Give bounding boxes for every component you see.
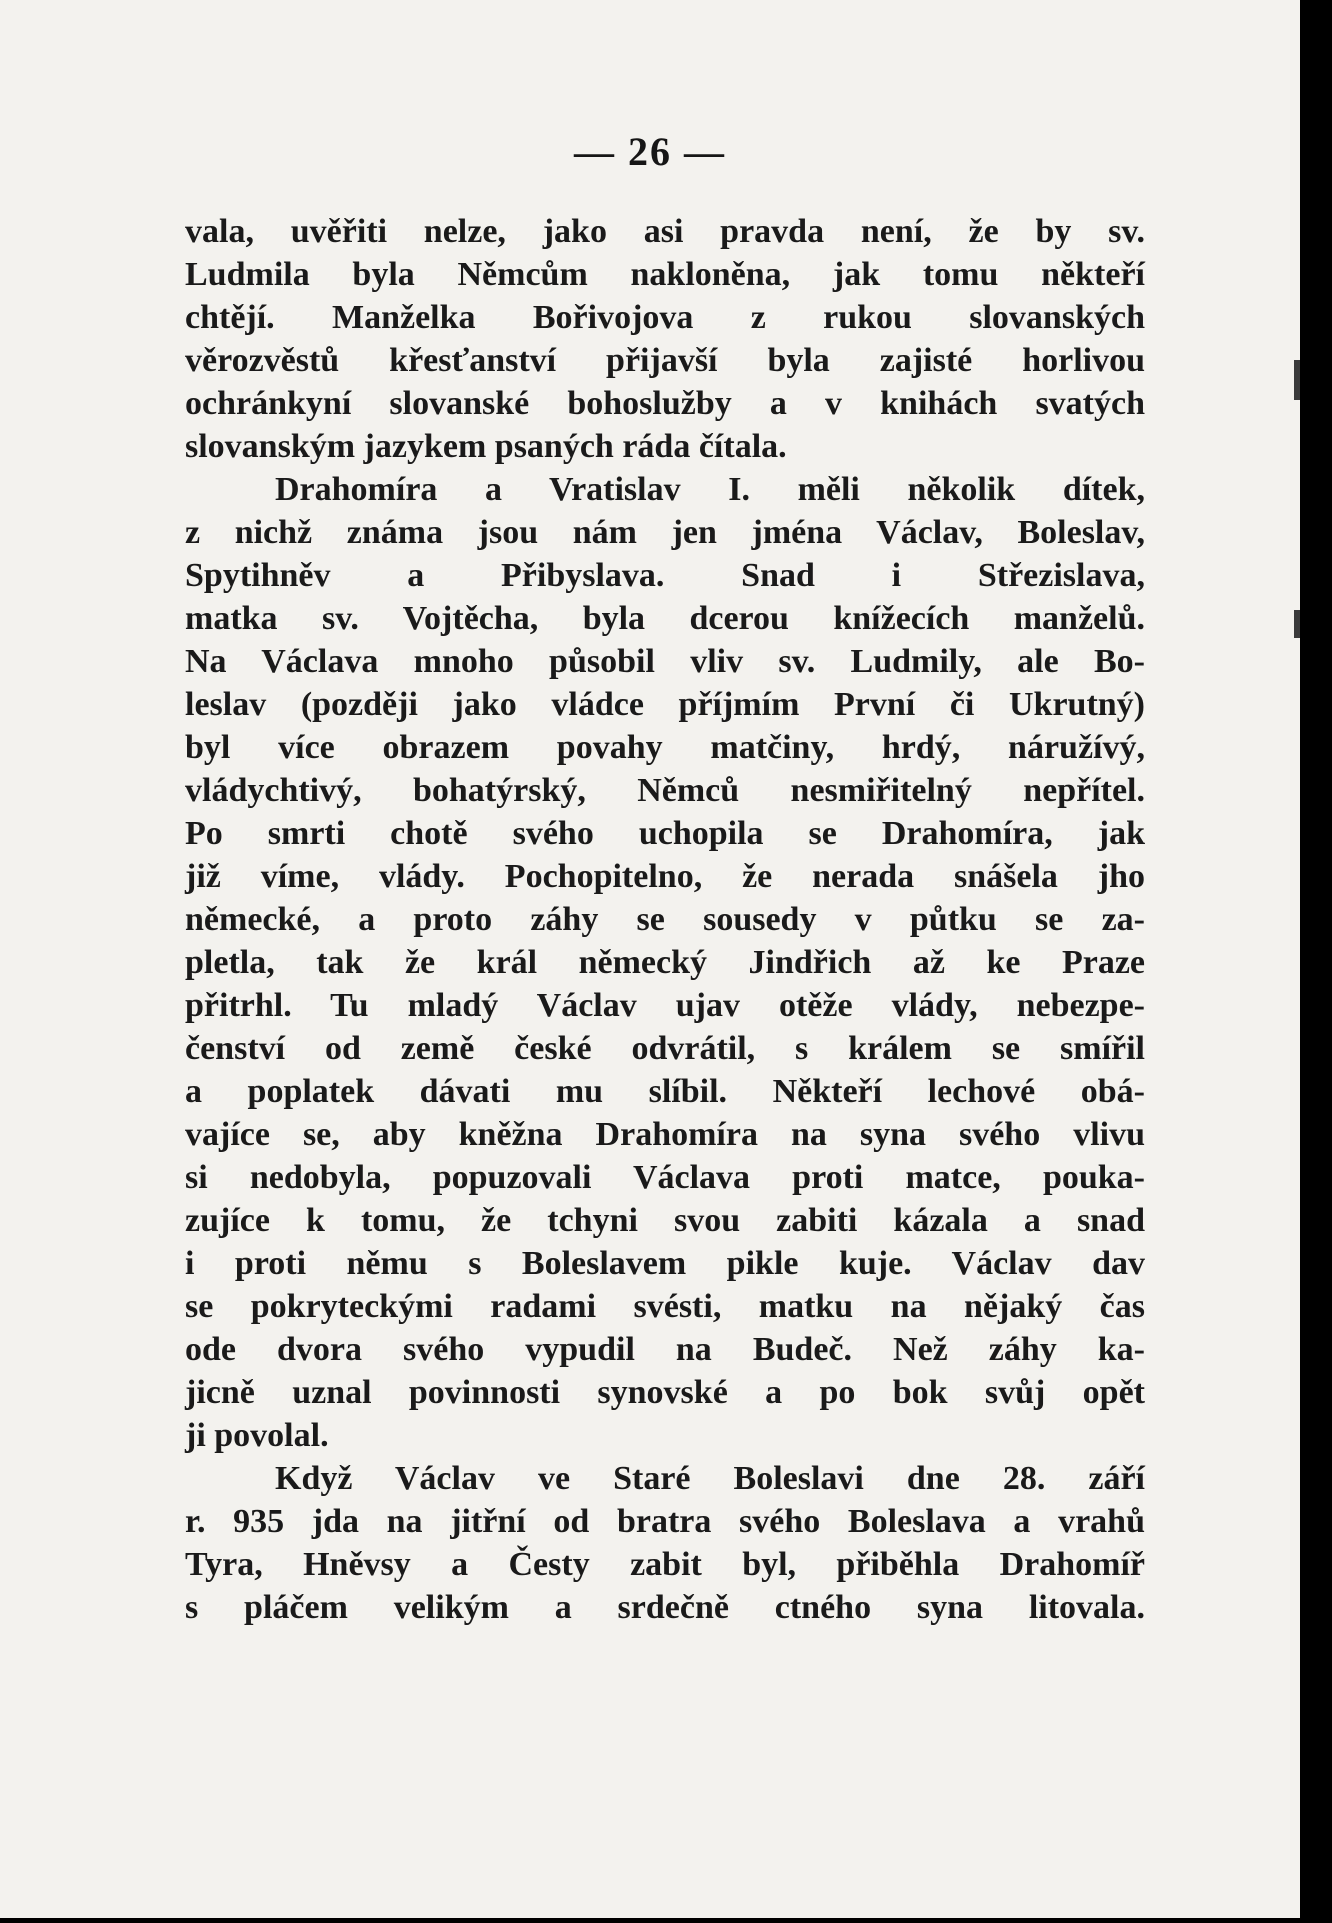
text-line: i proti němu s Boleslavem pikle kuje. Václav dav [185, 1245, 1145, 1282]
text-line: Po smrti chotě svého uchopila se Drahomíra, jak [185, 815, 1145, 852]
text-line: si nedobyla, popuzovali Václava proti matce, pouka- [185, 1159, 1145, 1196]
text-line: vládychtivý, bohatýrský, Němců nesmiřitelný nepřítel. [185, 772, 1145, 809]
page-number: — 26 — [574, 129, 726, 174]
text-line: z nichž známa jsou nám jen jména Václav, Boleslav, [185, 514, 1145, 551]
text-line: ji povolal. [185, 1417, 329, 1454]
text-line: jicně uznal povinnosti synovské a po bok svůj opět [185, 1374, 1145, 1411]
text-line: Spytihněv a Přibyslava. Snad i Střezislava, [185, 557, 1145, 594]
text-line: přitrhl. Tu mladý Václav ujav otěže vlády, nebezpe- [185, 987, 1145, 1024]
text-line: ochránkyní slovanské bohoslužby a v knihách svatých [185, 385, 1145, 422]
text-line: leslav (později jako vládce příjmím První či Ukrutný) [185, 686, 1145, 723]
text-line: již víme, vlády. Pochopitelno, že nerada snášela jho [185, 858, 1145, 895]
text-line: ode dvora svého vypudil na Budeč. Než záhy ka- [185, 1331, 1145, 1368]
body-text [185, 210, 1145, 1629]
text-line: pletla, tak že král německý Jindřich až ke Praze [185, 944, 1145, 981]
scan-edge-mark [1294, 360, 1300, 400]
text-line: Na Václava mnoho působil vliv sv. Ludmily, ale Bo- [185, 643, 1145, 680]
text-line: čenství od země české odvrátil, s králem se smířil [185, 1030, 1145, 1067]
text-line: vala, uvěřiti nelze, jako asi pravda není, že by sv. [185, 213, 1145, 250]
text-line: chtějí. Manželka Bořivojova z rukou slovanských [185, 299, 1145, 336]
text-line: vajíce se, aby kněžna Drahomíra na syna svého vlivu [185, 1116, 1145, 1153]
text-line: Drahomíra a Vratislav I. měli několik dítek, [275, 471, 1145, 508]
text-line: r. 935 jda na jitřní od bratra svého Boleslava a vrahů [185, 1503, 1145, 1540]
text-line: s pláčem velikým a srdečně ctného syna litovala. [185, 1589, 1145, 1626]
text-line: Když Václav ve Staré Boleslavi dne 28. září [275, 1460, 1145, 1497]
scan-edge-mark [1294, 610, 1300, 638]
text-line: věrozvěstů křesťanství přijavší byla zajisté horlivou [185, 342, 1145, 379]
text-line: zujíce k tomu, že tchyni svou zabiti kázala a snad [185, 1202, 1145, 1239]
text-line: německé, a proto záhy se sousedy v půtku se za- [185, 901, 1145, 938]
text-line: Tyra, Hněvsy a Česty zabit byl, přiběhla Drahomíř [185, 1546, 1145, 1583]
text-line: matka sv. Vojtěcha, byla dcerou knížecích manželů. [185, 600, 1145, 637]
text-line: slovanským jazykem psaných ráda čítala. [185, 428, 787, 465]
text-line: Ludmila byla Němcům nakloněna, jak tomu někteří [185, 256, 1145, 293]
text-line: byl více obrazem povahy matčiny, hrdý, náružívý, [185, 729, 1145, 766]
text-line: se pokryteckými radami svésti, matku na nějaký čas [185, 1288, 1145, 1325]
text-line: a poplatek dávati mu slíbil. Někteří lechové obá- [185, 1073, 1145, 1110]
